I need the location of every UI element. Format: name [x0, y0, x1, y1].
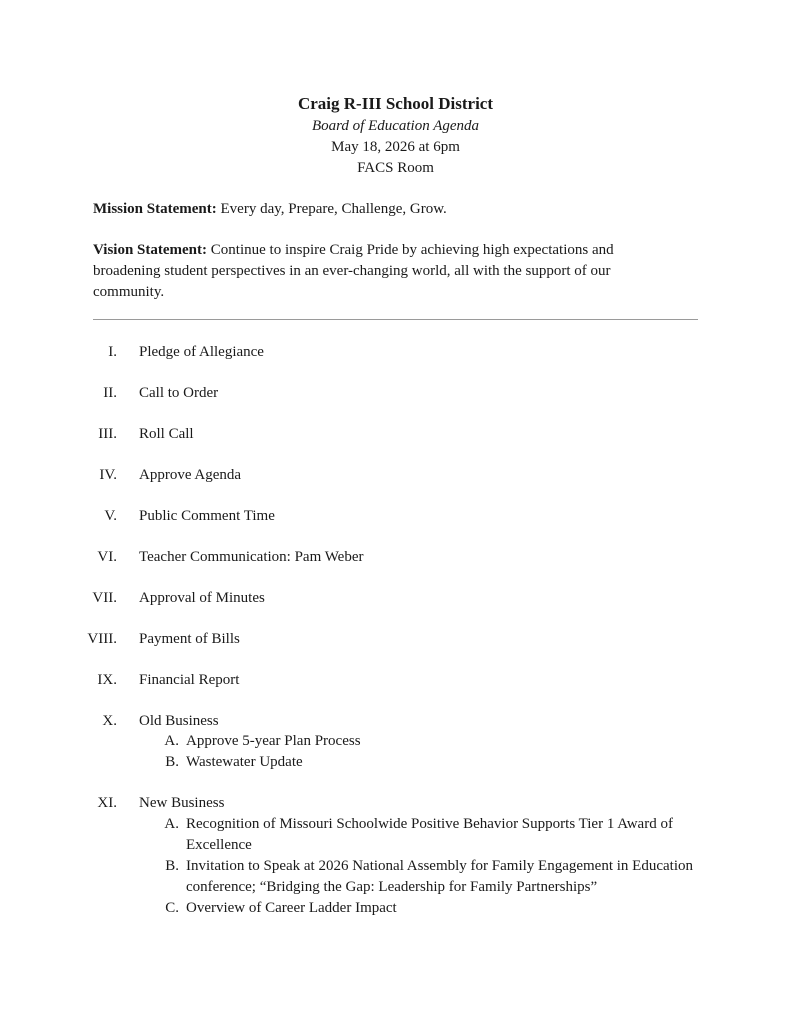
agenda-subtitle: Board of Education Agenda — [311, 118, 480, 134]
mission-text: Every day, Prepare, Challenge, Grow. — [216, 201, 447, 217]
horizontal-divider — [93, 319, 698, 320]
list-item — [0, 731, 791, 752]
list-item — [0, 752, 791, 773]
agenda-item-label: Approval of Minutes — [139, 590, 265, 606]
list-item — [0, 814, 791, 856]
agenda-item-label: Approve Agenda — [139, 467, 242, 483]
agenda-item-label: New Business — [139, 795, 225, 811]
list-item-letter: A. — [164, 816, 179, 832]
agenda-item-label: Public Comment Time — [139, 508, 275, 524]
agenda-item-label: Payment of Bills — [139, 631, 240, 647]
list-item-text: Wastewater Update — [186, 754, 303, 770]
list-item — [0, 856, 791, 898]
agenda-item-label: Roll Call — [139, 426, 194, 442]
list-item-text: Approve 5-year Plan Process — [186, 733, 361, 749]
mission-statement — [93, 199, 673, 220]
mission-label: Mission Statement: — [93, 201, 217, 217]
meeting-date: May 18, 2026 at 6pm — [331, 139, 460, 155]
list-item-text: Recognition of Missouri Schoolwide Positive Behavior Supports Tier 1 Award of Excellence — [186, 816, 673, 853]
new-business-list — [0, 814, 791, 919]
agenda-item-number: IX. — [97, 672, 117, 688]
meeting-location: FACS Room — [357, 160, 434, 176]
list-item-letter: B. — [165, 858, 179, 874]
agenda-item-label: Old Business — [139, 713, 219, 729]
agenda-item-number: VIII. — [87, 631, 117, 647]
list-item-text: Invitation to Speak at 2026 National Assembly for Family Engagement in Education conference; “Bridging the Gap: Leadership for Family Partnerships” — [186, 858, 693, 895]
list-item-letter: C. — [165, 900, 179, 916]
old-business-list — [0, 731, 791, 773]
agenda-item-number: II. — [103, 385, 117, 401]
agenda-item-label: Call to Order — [139, 385, 219, 401]
agenda-item-label: Financial Report — [139, 672, 240, 688]
vision-statement — [93, 240, 673, 303]
list-item-letter: A. — [164, 733, 179, 749]
list-item — [0, 898, 791, 919]
agenda-item-number: VI. — [97, 549, 117, 565]
agenda-item-label: Pledge of Allegiance — [139, 344, 264, 360]
agenda-item-number: X. — [102, 713, 117, 729]
district-title: Craig R-III School District — [297, 94, 493, 113]
agenda-item-number: I. — [108, 344, 117, 360]
list-item-text: Overview of Career Ladder Impact — [186, 900, 397, 916]
agenda-item-number: IV. — [99, 467, 117, 483]
vision-text: Continue to inspire Craig Pride by achieving high expectations and broadening student perspectives in an ever-changing world, all with the support of our community. — [93, 242, 614, 300]
agenda-item-number: V. — [104, 508, 117, 524]
agenda-item-number: XI. — [97, 795, 117, 811]
vision-label: Vision Statement: — [93, 242, 208, 258]
agenda-item-number: VII. — [92, 590, 117, 606]
agenda-item-number: III. — [98, 426, 117, 442]
agenda-item-label: Teacher Communication: Pam Weber — [139, 549, 364, 565]
list-item-letter: B. — [165, 754, 179, 770]
document-header — [0, 92, 791, 179]
